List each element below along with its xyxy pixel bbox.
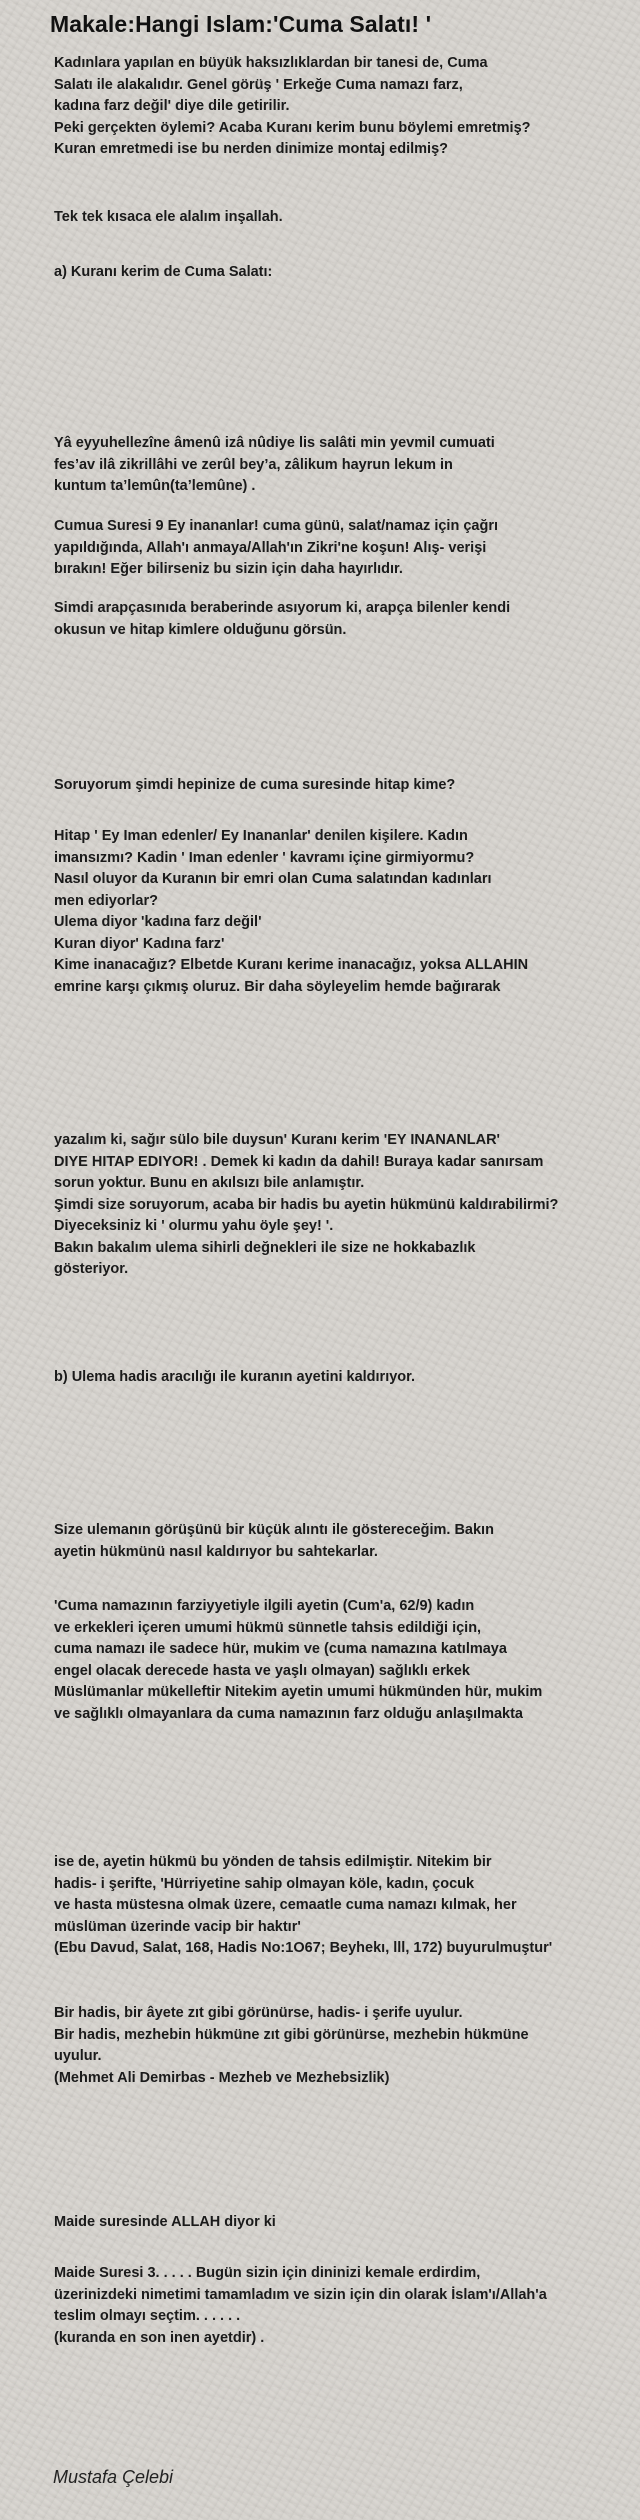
text-line: emrine karşı çıkmış oluruz. Bir daha söyleyelim hemde bağırarak: [54, 978, 501, 995]
text-line: Tek tek kısaca ele alalım inşallah.: [54, 209, 283, 225]
text-line: Hitap ' Ey Iman edenler/ Ey Inananlar' denilen kişilere. Kadın: [54, 828, 468, 844]
text-line: Soruyorum şimdi hepinize de cuma suresinde hitap kime?: [54, 777, 456, 793]
text-line: Kadınlara yapılan en büyük haksızlıklardan bir tanesi de, Cuma: [54, 55, 488, 71]
text-line: Maide Suresi 3. . . . . Bugün sizin için dininizi kemale erdirdim,: [54, 2265, 481, 2281]
text-line: ve hasta müstesna olmak üzere, cemaatle cuma namazı kılmak, her: [54, 1897, 517, 1913]
paragraph-intro: [54, 53, 531, 161]
text-line: ayetin hükmünü nasıl kaldırıyor bu sahtekarlar.: [54, 1543, 378, 1560]
section-heading-a: [54, 262, 272, 284]
paragraph-arabic-note: [54, 598, 510, 641]
text-line: Ulema diyor 'kadına farz değil': [54, 914, 262, 930]
text-line: gösteriyor.: [54, 1261, 129, 1277]
text-line: ve erkekleri içeren umumi hükmü sünnetle tahsis edildiği için,: [54, 1619, 482, 1636]
text-line: Kuran emretmedi ise bu nerden dinimize montaj edilmiş?: [54, 141, 448, 157]
author-signature: Mustafa Çelebi: [53, 2467, 174, 2487]
text-line: Diyeceksiniz ki ' olurmu yahu öyle şey! '.: [54, 1218, 334, 1234]
text-line: Size ulemanın görüşünü bir küçük alıntı ile göstereceğim. Bakın: [54, 1522, 494, 1538]
text-line: Kuran diyor' Kadına farz': [54, 935, 225, 952]
text-line: Kime inanacağız? Elbetde Kuranı kerime inanacağız, yoksa ALLAHIN: [54, 957, 529, 973]
paragraph-mezheb: [54, 2003, 529, 2089]
text-line: b) Ulema hadis aracılığı ile kuranın ayetini kaldırıyor.: [54, 1369, 416, 1385]
text-line: cuma namazı ile sadece hür, mukim ve (cuma namazına katılmaya: [54, 1641, 507, 1657]
text-line: kadına farz değil' diye dile getirilir.: [54, 98, 290, 114]
text-line: üzerinizdeki nimetimi tamamladım ve sizin için din olarak İslam'ı/Allah'a: [54, 2286, 547, 2303]
text-line: imansızmı? Kadin ' Iman edenler ' kavramı içine girmiyormu?: [54, 849, 475, 866]
text-line: hadis- i şerifte, 'Hürriyetine sahip olmayan köle, kadın, çocuk: [54, 1875, 475, 1892]
paragraph-arabic-transliteration: [54, 433, 495, 498]
page-title: Makale:Hangi Islam:'Cuma Salatı! ': [50, 11, 432, 37]
text-line: 'Cuma namazının farziyyetiyle ilgili ayetin (Cum'a, 62/9) kadın: [54, 1598, 475, 1614]
text-line: bırakın! Eğer bilirseniz bu sizin için daha hayırlıdır.: [54, 561, 403, 577]
text-line: engel olacak derecede hasta ve yaşlı olmayan) sağlıklı erkek: [54, 1662, 470, 1679]
text-line: Bir hadis, bir âyete zıt gibi görünürse, hadis- i şerife uyulur.: [54, 2005, 463, 2021]
paragraph-ulema-intro: [54, 1520, 494, 1563]
text-line: Cumua Suresi 9 Ey inananlar! cuma günü, salat/namaz için çağrı: [54, 518, 498, 534]
paragraph-ey-inananlar: [54, 1130, 558, 1281]
text-line: (Ebu Davud, Salat, 168, Hadis No:1O67; Beyhekı, lll, 172) buyurulmuştur': [54, 1940, 553, 1956]
paragraph-quote: [54, 1596, 542, 1725]
text-line: fes’av ilâ zikrillâhi ve zerûl bey’a, zâlikum hayrun lekum in: [54, 456, 453, 473]
text-line: Bakın bakalım ulema sihirli değnekleri ile size ne hokkabazlık: [54, 1239, 476, 1256]
text-line: kuntum ta’lemûn(ta’lemûne) .: [54, 478, 256, 494]
text-line: müslüman üzerinde vacip bir haktır': [54, 1918, 301, 1935]
text-line: a) Kuranı kerim de Cuma Salatı:: [54, 264, 273, 280]
text-line: Simdi arapçasınıda beraberinde asıyorum ki, arapça bilenler kendi: [54, 600, 511, 616]
text-line: sorun yoktur. Bunu en akılsızı bile anlamıştır.: [54, 1175, 365, 1191]
paragraph-hadis: [54, 1852, 552, 1960]
text-line: men ediyorlar?: [54, 892, 158, 909]
text-line: Müslümanlar mükelleftir Nitekim ayetin umumi hükmünden hür, mukim: [54, 1684, 543, 1700]
text-line: okusun ve hitap kimlere olduğunu görsün.: [54, 621, 347, 638]
paragraph-cuma-verse: [54, 516, 498, 581]
text-line: DIYE HITAP EDIYOR! . Demek ki kadın da dahil! Buraya kadar sanırsam: [54, 1153, 544, 1170]
text-line: Bir hadis, mezhebin hükmüne zıt gibi görünürse, mezhebin hükmüne: [54, 2026, 529, 2043]
text-line: Yâ eyyuhellezîne âmenû izâ nûdiye lis salâti min yevmil cumuati: [54, 435, 495, 451]
text-line: Nasıl oluyor da Kuranın bir emri olan Cuma salatından kadınları: [54, 871, 492, 887]
text-line: Peki gerçekten öylemi? Acaba Kuranı kerim bunu böylemi emretmiş?: [54, 119, 531, 136]
text-line: (kuranda en son inen ayetdir) .: [54, 2329, 265, 2346]
text-line: teslim olmayı seçtim. . . . . .: [54, 2308, 241, 2324]
text-line: uyulur.: [54, 2048, 102, 2064]
text-line: (Mehmet Ali Demirbas - Mezheb ve Mezhebsizlik): [54, 2069, 390, 2086]
paragraph-hitap: [54, 826, 528, 998]
section-heading-b: [54, 1367, 415, 1389]
paragraph-maide-intro: [54, 2212, 276, 2234]
text-line: Şimdi size soruyorum, acaba bir hadis bu ayetin hükmünü kaldırabilirmi?: [54, 1196, 559, 1213]
paragraph-outline: [54, 207, 283, 229]
text-line: Maide suresinde ALLAH diyor ki: [54, 2214, 276, 2230]
text-line: yazalım ki, sağır sülo bile duysun' Kuranı kerim 'EY INANANLAR': [54, 1132, 500, 1148]
paragraph-maide-verse: [54, 2263, 547, 2349]
text-line: ve sağlıklı olmayanlara da cuma namazının farz olduğu anlaşılmakta: [54, 1705, 523, 1722]
text-line: yapıldığında, Allah'ı anmaya/Allah'ın Zikri'ne koşun! Alış- verişi: [54, 539, 487, 556]
paragraph-question: [54, 775, 455, 797]
text-line: Salatı ile alakalıdır. Genel görüş ' Erkeğe Cuma namazı farz,: [54, 76, 463, 93]
text-line: ise de, ayetin hükmü bu yönden de tahsis edilmiştir. Nitekim bir: [54, 1854, 492, 1870]
